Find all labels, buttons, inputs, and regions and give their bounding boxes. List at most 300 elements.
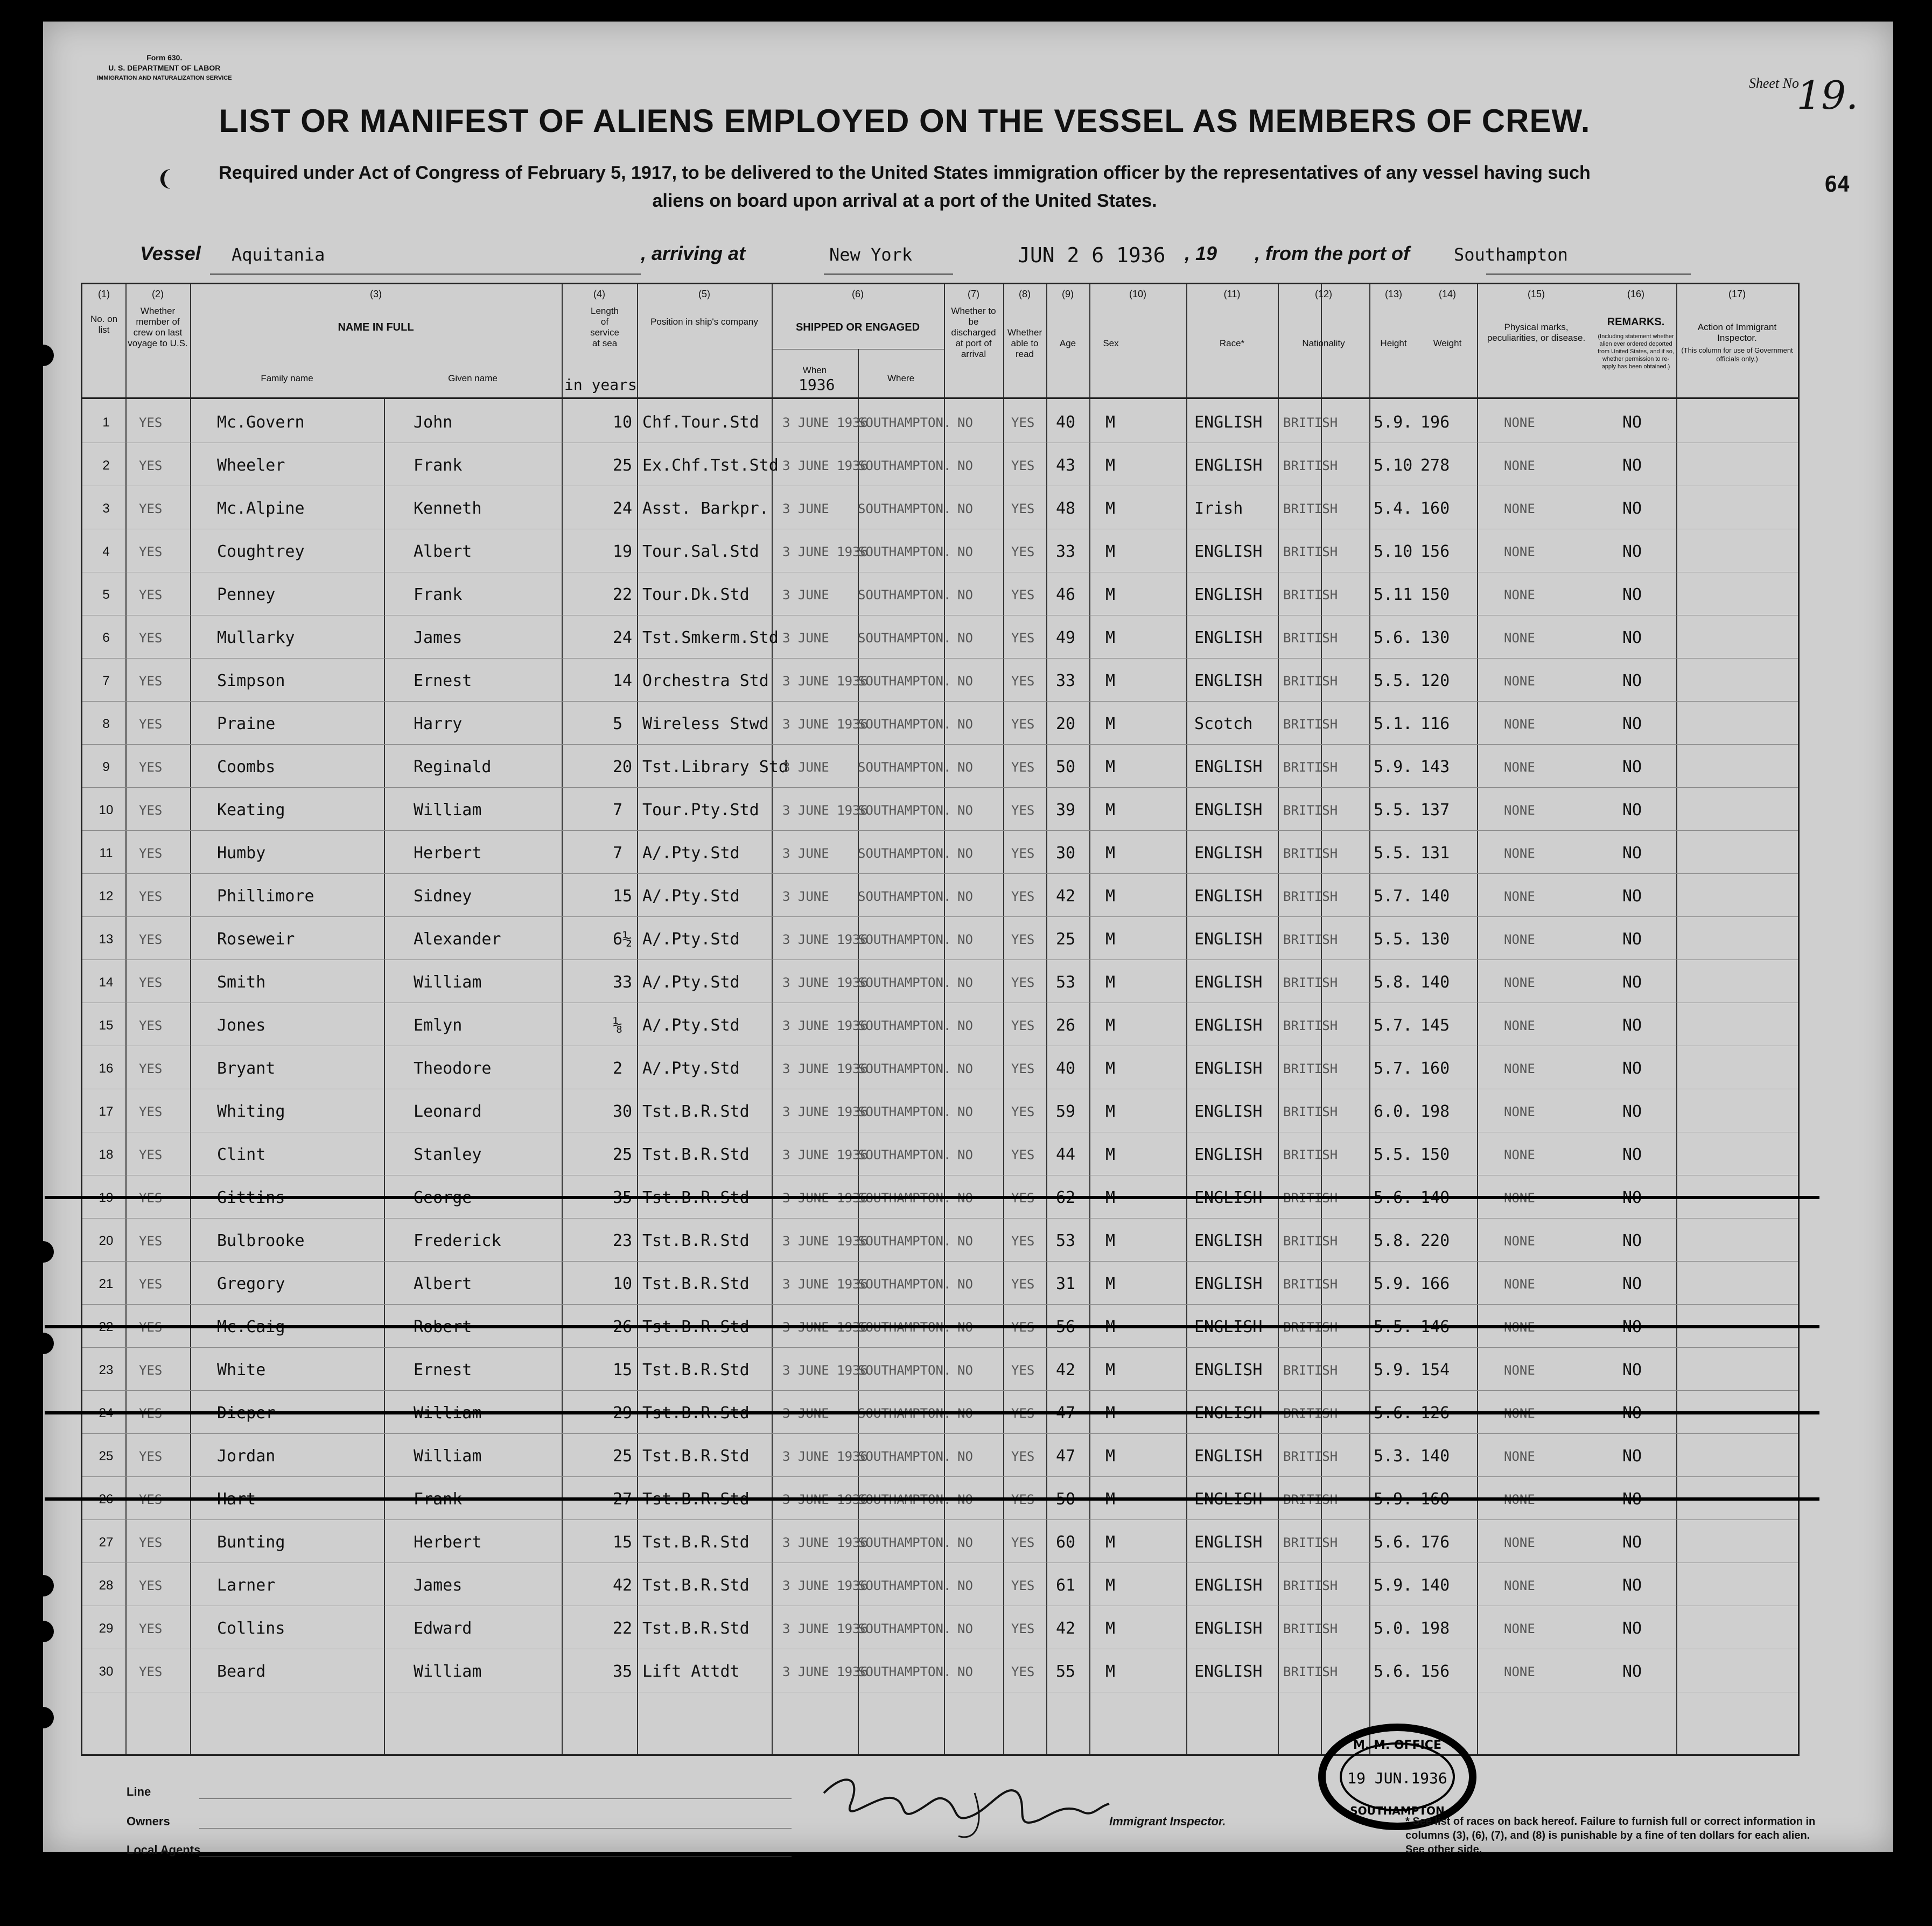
cell-sex: M [1105,1662,1116,1681]
line-label: Line [127,1785,151,1798]
cell-remarks: NO [1622,1662,1642,1681]
cell-height: 5.6. [1374,1188,1413,1207]
cell-when: 3 JUNE 1936 [782,1147,868,1162]
cell-height: 5.5. [1374,1145,1413,1164]
cell-discharge: NO [957,1406,973,1421]
table-row [82,572,1798,615]
col4-unit: in years [564,376,637,394]
cell-position: Tst.B.R.Std [642,1318,750,1336]
cell-age: 31 [1056,1274,1076,1293]
cell-family: Bulbrooke [217,1231,305,1250]
cell-last: YES [139,760,163,775]
cell-discharge: NO [957,1277,973,1292]
cell-given: Herbert [414,844,482,863]
cell-discharge: NO [957,1320,973,1335]
cell-nationality: BRITISH [1283,415,1338,430]
cell-sex: M [1105,1447,1116,1466]
cell-position: Asst. Barkpr. [642,499,769,518]
cell-when: 3 JUNE 1936 [782,415,868,430]
col17-num: (17) [1728,289,1746,299]
cell-service: 19 [613,542,633,561]
cell-age: 39 [1056,801,1076,820]
cell-position: Tst.B.R.Std [642,1188,750,1207]
cell-race: ENGLISH [1194,413,1263,432]
cell-discharge: NO [957,760,973,775]
col10-head: Sex [1103,338,1119,348]
cell-weight: 130 [1420,930,1450,949]
table-row [82,659,1798,702]
cell-nationality: BRITISH [1283,1449,1338,1464]
cell-read: YES [1011,1492,1035,1507]
cell-age: 40 [1056,1059,1076,1078]
cell-when: 3 JUNE 1936 [782,932,868,947]
col13-num: (13) [1384,289,1402,299]
row-number: 1 [102,415,110,430]
ink-mark: ❨ [156,166,174,191]
col17-sub: (This column for use of Government officials only.) [1681,346,1793,363]
cell-position: Tst.B.R.Std [642,1102,750,1121]
cell-when: 3 JUNE 1936 [782,1018,868,1033]
cell-discharge: NO [957,1018,973,1033]
cell-marks: NONE [1504,1664,1535,1679]
cell-weight: 160 [1420,499,1450,518]
cell-position: Tst.B.R.Std [642,1231,750,1250]
row-number: 13 [99,932,114,947]
cell-sex: M [1105,585,1116,604]
cell-discharge: NO [957,1190,973,1206]
cell-marks: NONE [1504,674,1535,689]
cell-sex: M [1105,930,1116,949]
cell-given: Robert [414,1318,472,1336]
cell-weight: 137 [1420,801,1450,820]
cell-when: 3 JUNE [782,631,829,646]
row-number: 22 [99,1320,114,1334]
cell-race: ENGLISH [1194,1145,1263,1164]
cell-when: 3 JUNE 1936 [782,803,868,818]
cell-age: 59 [1056,1102,1076,1121]
cell-remarks: NO [1622,930,1642,949]
col16-head: REMARKS. [1607,316,1665,328]
cell-weight: 220 [1420,1231,1450,1250]
cell-age: 48 [1056,499,1076,518]
table-row [82,788,1798,831]
cell-height: 5.9. [1374,413,1413,432]
table-row [82,1132,1798,1175]
header-bottom-rule [82,397,1798,399]
cell-remarks: NO [1622,973,1642,992]
cell-marks: NONE [1504,1277,1535,1292]
table-row [82,917,1798,960]
cell-age: 43 [1056,456,1076,475]
cell-service: 35 [613,1188,633,1207]
cell-race: ENGLISH [1194,1576,1263,1595]
cell-last: YES [139,1578,163,1593]
cell-position: Tst.B.R.Std [642,1361,750,1379]
cell-when: 3 JUNE [782,1406,829,1421]
cell-weight: 140 [1420,973,1450,992]
col6b-head: Where [887,373,915,383]
cell-service: ⅛ [613,1016,623,1035]
cell-discharge: NO [957,631,973,646]
cell-age: 26 [1056,1016,1076,1035]
cell-given: Edward [414,1619,472,1638]
row-number: 20 [99,1234,114,1248]
cell-sex: M [1105,1490,1116,1509]
cell-last: YES [139,1104,163,1119]
cell-discharge: NO [957,1234,973,1249]
cell-where: SOUTHAMPTON. [858,1449,951,1464]
footnote: * See list of races on back hereof. Failure to furnish full or correct information in columns (3), (6), (7), and (8) is punishable by a fine of ten dollars for each alien. See other side. [1405,1816,1816,1855]
cell-service: 25 [613,1447,633,1466]
cell-where: SOUTHAMPTON. [858,1621,951,1636]
cell-family: Mc.Alpine [217,499,305,518]
col2-num: (2) [152,289,164,299]
row-number: 12 [99,889,114,904]
cell-service: 15 [613,1533,633,1552]
cell-age: 42 [1056,1361,1076,1379]
table-row [82,400,1798,443]
cell-read: YES [1011,1664,1035,1679]
cell-sex: M [1105,1533,1116,1552]
cell-where: SOUTHAMPTON. [858,1061,951,1076]
cell-when: 3 JUNE 1936 [782,1061,868,1076]
table-row [82,1262,1798,1305]
cell-sex: M [1105,844,1116,863]
cell-position: Tour.Sal.Std [642,542,759,561]
cell-where: SOUTHAMPTON. [858,415,951,430]
arrival-date-stamp: JUN 2 6 1936 [1018,243,1166,267]
cell-weight: 156 [1420,542,1450,561]
cell-when: 3 JUNE 1936 [782,717,868,732]
cell-where: SOUTHAMPTON. [858,1190,951,1206]
cell-given: George [414,1188,472,1207]
cell-position: Tst.B.R.Std [642,1145,750,1164]
cell-remarks: NO [1622,801,1642,820]
inspector-signature [813,1761,1115,1841]
from-label: , from the port of [1255,242,1410,264]
cell-family: Jordan [217,1447,276,1466]
cell-service: 25 [613,1145,633,1164]
cell-weight: 130 [1420,628,1450,647]
cell-height: 5.8. [1374,973,1413,992]
table-row [82,1563,1798,1606]
cell-age: 44 [1056,1145,1076,1164]
cell-where: SOUTHAMPTON. [858,760,951,775]
cell-service: 30 [613,1102,633,1121]
row-number: 19 [99,1190,114,1205]
cell-marks: NONE [1504,975,1535,990]
row-number: 10 [99,803,114,817]
cell-where: SOUTHAMPTON. [858,1535,951,1550]
cell-read: YES [1011,1535,1035,1550]
cell-weight: 131 [1420,844,1450,863]
form-number: Form 630. [146,53,183,62]
cell-given: Leonard [414,1102,482,1121]
cell-discharge: NO [957,415,973,430]
table-row [82,831,1798,874]
cell-discharge: NO [957,1492,973,1507]
seal-bottom-text: SOUTHAMPTON [1350,1804,1445,1817]
cell-given: Harry [414,715,463,733]
cell-read: YES [1011,803,1035,818]
cell-given: Albert [414,1274,472,1293]
cell-when: 3 JUNE 1936 [782,1363,868,1378]
cell-marks: NONE [1504,932,1535,947]
cell-discharge: NO [957,587,973,603]
cell-where: SOUTHAMPTON. [858,1664,951,1679]
cell-age: 42 [1056,887,1076,906]
cell-sex: M [1105,499,1116,518]
cell-discharge: NO [957,458,973,473]
row-number: 24 [99,1406,114,1420]
row-number: 9 [102,760,110,774]
cell-weight: 150 [1420,585,1450,604]
cell-sex: M [1105,542,1116,561]
cell-sex: M [1105,801,1116,820]
table-row [82,1089,1798,1132]
col2-head: Whether member of crew on last voyage to U.S. [128,306,188,348]
cell-nationality: BRITISH [1283,1104,1338,1119]
cell-last: YES [139,889,163,904]
cell-where: SOUTHAMPTON. [858,1018,951,1033]
cell-read: YES [1011,1406,1035,1421]
col1-head: No. on list [90,314,118,335]
cell-last: YES [139,415,163,430]
cell-given: William [414,1447,482,1466]
cell-weight: 198 [1420,1619,1450,1638]
cell-race: ENGLISH [1194,801,1263,820]
table-row [82,1175,1798,1218]
cell-given: James [414,1576,463,1595]
row-number: 14 [99,975,114,990]
cell-last: YES [139,1061,163,1076]
cell-position: Tst.B.R.Std [642,1576,750,1595]
cell-nationality: BRITISH [1283,803,1338,818]
cell-given: Frederick [414,1231,501,1250]
cell-when: 3 JUNE [782,587,829,603]
cell-last: YES [139,544,163,559]
table-row [82,1606,1798,1649]
table-row [82,1477,1798,1520]
cell-when: 3 JUNE 1936 [782,1190,868,1206]
cell-race: ENGLISH [1194,930,1263,949]
cell-given: Kenneth [414,499,482,518]
row-number: 25 [99,1449,114,1463]
cell-service: 22 [613,1619,633,1638]
cell-given: Reginald [414,758,492,776]
cell-read: YES [1011,674,1035,689]
cell-read: YES [1011,458,1035,473]
strikethrough-line [45,1497,1819,1501]
cell-service: 33 [613,973,633,992]
department: U. S. DEPARTMENT OF LABOR [108,64,221,72]
cell-where: SOUTHAMPTON. [858,674,951,689]
cell-position: Chf.Tour.Std [642,413,759,432]
cell-sex: M [1105,1059,1116,1078]
cell-discharge: NO [957,975,973,990]
cell-read: YES [1011,587,1035,603]
cell-where: SOUTHAMPTON. [858,889,951,904]
cell-race: ENGLISH [1194,1188,1263,1207]
cell-nationality: BRITISH [1283,1492,1338,1507]
cell-where: SOUTHAMPTON. [858,1363,951,1378]
col4-num: (4) [593,289,605,299]
cell-family: Keating [217,801,285,820]
cell-sex: M [1105,1361,1116,1379]
cell-age: 42 [1056,1619,1076,1638]
cell-age: 62 [1056,1188,1076,1207]
cell-height: 5.10 [1374,542,1413,561]
cell-discharge: NO [957,1363,973,1378]
cell-family: Beard [217,1662,266,1681]
row-number: 17 [99,1104,114,1119]
cell-race: Irish [1194,499,1243,518]
cell-nationality: BRITISH [1283,760,1338,775]
table-row [82,1649,1798,1692]
cell-given: Ernest [414,671,472,690]
cell-weight: 116 [1420,715,1450,733]
cell-remarks: NO [1622,413,1642,432]
cell-discharge: NO [957,1535,973,1550]
cell-sex: M [1105,1318,1116,1336]
cell-where: SOUTHAMPTON. [858,1234,951,1249]
cell-weight: 156 [1420,1662,1450,1681]
cell-when: 3 JUNE 1936 [782,1320,868,1335]
cell-marks: NONE [1504,501,1535,516]
cell-age: 61 [1056,1576,1076,1595]
table-row [82,486,1798,529]
cell-remarks: NO [1622,1318,1642,1336]
cell-marks: NONE [1504,846,1535,861]
cell-read: YES [1011,975,1035,990]
cell-position: Tst.B.R.Std [642,1490,750,1509]
line-rule [199,1798,792,1799]
cell-nationality: BRITISH [1283,1363,1338,1378]
sheet-secondary-number: 64 [1824,172,1850,197]
cell-where: SOUTHAMPTON. [858,1492,951,1507]
cell-marks: NONE [1504,587,1535,603]
cell-race: ENGLISH [1194,887,1263,906]
cell-marks: NONE [1504,631,1535,646]
cell-given: Frank [414,585,463,604]
cell-service: 23 [613,1231,633,1250]
cell-where: SOUTHAMPTON. [858,501,951,516]
row-number: 16 [99,1061,114,1076]
cell-family: Penney [217,585,276,604]
cell-service: 25 [613,456,633,475]
cell-where: SOUTHAMPTON. [858,458,951,473]
cell-race: ENGLISH [1194,1102,1263,1121]
sheet-no-label: Sheet No [1748,75,1799,91]
cell-remarks: NO [1622,1447,1642,1466]
cell-nationality: BRITISH [1283,544,1338,559]
col14-head: Weight [1433,338,1462,348]
cell-nationality: BRITISH [1283,975,1338,990]
cell-nationality: BRITISH [1283,1234,1338,1249]
table-row [82,1305,1798,1348]
cell-when: 3 JUNE [782,760,829,775]
cell-read: YES [1011,1190,1035,1206]
vessel-underline [210,274,641,275]
owners-rule [199,1828,792,1829]
cell-remarks: NO [1622,844,1642,863]
cell-height: 5.10 [1374,456,1413,475]
cell-discharge: NO [957,1664,973,1679]
cell-given: James [414,628,463,647]
cell-height: 5.9. [1374,1274,1413,1293]
col7-num: (7) [968,289,979,299]
cell-race: ENGLISH [1194,1361,1263,1379]
cell-discharge: NO [957,544,973,559]
cell-remarks: NO [1622,542,1642,561]
cell-when: 3 JUNE 1936 [782,975,868,990]
cell-sex: M [1105,1576,1116,1595]
cell-family: Gittins [217,1188,285,1207]
cell-height: 5.8. [1374,1231,1413,1250]
strikethrough-line [45,1325,1819,1328]
table-row [82,443,1798,486]
cell-age: 55 [1056,1662,1076,1681]
cell-race: ENGLISH [1194,1274,1263,1293]
cell-when: 3 JUNE 1936 [782,458,868,473]
cell-nationality: BRITISH [1283,501,1338,516]
col11-num: (11) [1223,289,1241,299]
cell-weight: 176 [1420,1533,1450,1552]
cell-nationality: BRITISH [1283,1061,1338,1076]
cell-height: 5.5. [1374,930,1413,949]
cell-marks: NONE [1504,1492,1535,1507]
cell-nationality: BRITISH [1283,1190,1338,1206]
cell-when: 3 JUNE [782,846,829,861]
cell-service: 14 [613,671,633,690]
cell-given: Alexander [414,930,501,949]
row-number: 8 [102,717,110,731]
cell-position: A/.Pty.Std [642,844,740,863]
cell-family: Whiting [217,1102,285,1121]
local-agents-label: Local Agents [127,1843,201,1857]
cell-service: 15 [613,1361,633,1379]
cell-height: 5.9. [1374,1576,1413,1595]
row-number: 30 [99,1664,114,1679]
col15-head: Physical marks, peculiarities, or disease. [1487,322,1586,343]
cell-race: ENGLISH [1194,1490,1263,1509]
cell-when: 3 JUNE 1936 [782,674,868,689]
cell-remarks: NO [1622,1231,1642,1250]
cell-given: Sidney [414,887,472,906]
cell-discharge: NO [957,1147,973,1162]
cell-given: Frank [414,456,463,475]
cell-position: A/.Pty.Std [642,930,740,949]
cell-position: A/.Pty.Std [642,887,740,906]
cell-when: 3 JUNE 1936 [782,1535,868,1550]
cell-read: YES [1011,415,1035,430]
cell-weight: 160 [1420,1059,1450,1078]
cell-read: YES [1011,717,1035,732]
cell-remarks: NO [1622,1619,1642,1638]
cell-remarks: NO [1622,1145,1642,1164]
cell-read: YES [1011,544,1035,559]
cell-race: ENGLISH [1194,1059,1263,1078]
cell-position: Tst.B.R.Std [642,1274,750,1293]
cell-read: YES [1011,1621,1035,1636]
cell-where: SOUTHAMPTON. [858,544,951,559]
cell-weight: 166 [1420,1274,1450,1293]
col3a-head: Family name [261,373,313,383]
row-number: 29 [99,1621,114,1636]
cell-last: YES [139,1363,163,1378]
cell-when: 3 JUNE 1936 [782,1104,868,1119]
cell-nationality: BRITISH [1283,1018,1338,1033]
